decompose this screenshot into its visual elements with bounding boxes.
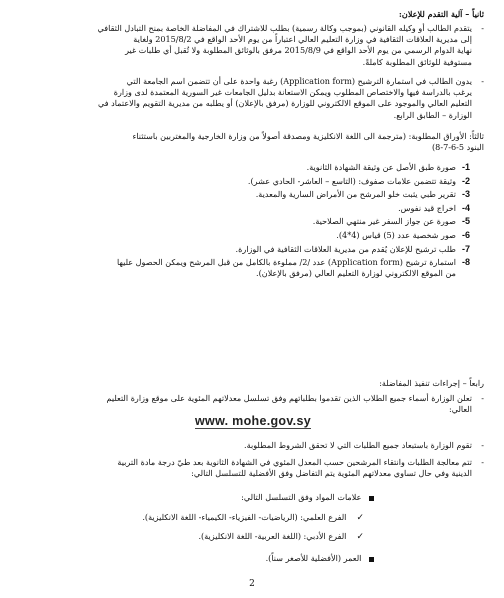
item-number: 4-	[461, 202, 470, 213]
item-number: 3-	[461, 189, 470, 200]
text-line: مستوفية للوثائق المطلوبة كاملةً.	[362, 56, 472, 67]
bullet-dot-icon: -	[481, 458, 484, 467]
list-item	[22, 244, 470, 255]
text-line: التعليم العالي والموجود على الموقع الالكتروني للوزارة (مرفق بالإعلان) أو يطلبه من مديرية التقويم والاعتماد في	[97, 98, 472, 109]
item-text: وثيقة تتضمن علامات صفوف: (التاسع – العاشر- الحادي عشر).	[247, 175, 456, 186]
section-heading: ثانياً – آلية التقدم للإعلان:	[398, 9, 484, 19]
item-text: طلب ترشيح للإعلان يُقدم من مديرية العلاقات الثقافية في الوزارة.	[235, 243, 456, 254]
item-text: صور شخصية عدد (5) قياس (4*4).	[336, 229, 456, 240]
list-item	[22, 230, 470, 241]
item-text: صورة طبق الأصل عن وثيقة الشهادة الثانوية.	[306, 162, 456, 172]
page-number: 2	[249, 579, 255, 589]
list-item	[22, 162, 470, 173]
text-line: ثالثاً: الأوراق المطلوبة: (مترجمة الى اللغة الانكليزية ومصدقة أصولاً من وزارة الخارجية والمغتربين باستثناء	[132, 131, 484, 141]
bullet-dot-icon: -	[481, 77, 484, 86]
bullet-dot-icon: -	[481, 394, 484, 403]
item-text: اخراج قيد نفوس.	[398, 202, 456, 213]
item-text: استمارة ترشيح (Application form) عدد /2/ مملوءة بالكامل من قبل المرشح ويمكن الحصول عليها	[116, 257, 456, 268]
text-line: تعلن الوزارة أسماء جميع الطلاب الذين تقدموا بطلباتهم وفق تسلسل معدلاتهم المئوية على موقع وزارة التعليم	[106, 393, 472, 403]
bullet-dot-icon: -	[481, 441, 484, 450]
item-number: 1-	[461, 162, 470, 172]
section-3-heading	[22, 131, 484, 153]
square-bullet-icon	[369, 557, 374, 562]
text-line: البنود 5-6-7-8)	[431, 142, 484, 153]
list-item	[22, 176, 470, 187]
text-line: يرغب بالدراسة فيها والاختصاص المطلوب ويمكن الاستعانة بدليل الجامعات غير السورية المعتمدة لدى وزارة	[113, 87, 472, 98]
item-number: 2-	[461, 175, 470, 186]
text-line: الدينية وفي حال تساوي معدلاتهم المئوية يتم التفاضل وفق الأفضلية للتسلسل التالي:	[191, 468, 472, 479]
text-line: إلى مديرية العلاقات الثقافية في وزارة التعليم العالي اعتباراً من يوم الأحد الواقع في 2015/8/2 ولغاية	[133, 34, 472, 45]
criteria-heading-text: علامات المواد وفق التسلسل التالي:	[241, 492, 362, 502]
criteria-heading	[22, 492, 374, 503]
list-item	[22, 257, 470, 279]
criteria-text: الفرع العلمي: (الرياضيات- الفيزياء- الكيمياء- اللغة الانكليزية).	[142, 512, 347, 522]
ministry-website-link[interactable]	[22, 416, 484, 427]
processing-paragraph	[22, 457, 484, 479]
section-2-heading	[22, 9, 484, 20]
item-number: 6-	[461, 229, 470, 240]
section-heading: رابعاً – إجراءات تنفيذ المفاضلة:	[379, 378, 484, 388]
item-number: 7-	[461, 243, 470, 254]
item-text: صورة عن جواز السفر غير منتهي الصلاحية.	[312, 216, 456, 227]
text-line: نهاية الدوام الرسمي من يوم الأحد الواقع في 2015/8/9 مرفق بالوثائق المطلوبة ولا تُقبل أي طلبات غير	[125, 45, 472, 56]
exclusion-paragraph	[22, 440, 484, 451]
item-text: تقرير طبي يثبت خلو المرشح من الأمراض السارية والمعدية.	[255, 189, 456, 200]
criteria-text: العمر (الأفضلية للأصغر سناً).	[265, 553, 362, 563]
criteria-literature	[22, 531, 364, 543]
text-line: الوزارة – الطابق الرابع.	[393, 109, 472, 120]
text-line: تقوم الوزارة باستبعاد جميع الطلبات التي لا تحقق الشروط المطلوبة.	[244, 440, 472, 450]
announcement-paragraph	[22, 393, 484, 415]
square-bullet-icon	[369, 496, 374, 501]
item-number: 8-	[461, 257, 470, 268]
text-line: العالي:	[448, 404, 472, 415]
application-form-paragraph	[22, 76, 484, 121]
item-text: من الموقع الالكتروني لوزارة التعليم العالي (مرفق بالإعلان).	[256, 268, 456, 279]
website-url[interactable]: www. mohe.gov.sy	[195, 414, 311, 428]
text-line: يتقدم الطالب أو وكيله القانوني (بموجب وكالة رسمية) بطلب للاشتراك في المفاضلة الخاصة بمنح التبادل الثقافي	[97, 23, 472, 33]
item-number: 5-	[461, 216, 470, 227]
checkmark-icon: ✓	[356, 513, 364, 523]
list-item	[22, 189, 470, 200]
text-line: يدون الطالب في استمارة الترشيح (Application form) رغبة واحدة على أن تتضمن اسم الجامعة التي	[126, 76, 472, 86]
bullet-dot-icon: -	[481, 24, 484, 33]
criteria-science	[22, 512, 364, 524]
text-line: تتم معالجة الطلبات وانتقاء المرشحين حسب المعدل المئوي في الشهادة الثانوية بعد طيّ درجة مادة التربية	[117, 457, 472, 467]
criteria-age	[22, 553, 374, 564]
list-item	[22, 216, 470, 227]
section-4-heading	[22, 378, 484, 389]
checkmark-icon: ✓	[356, 532, 364, 542]
required-documents-list	[22, 162, 470, 282]
submission-paragraph	[22, 23, 484, 68]
criteria-text: الفرع الأدبي: (اللغة العربية- اللغة الانكليزية).	[198, 531, 347, 541]
list-item	[22, 203, 470, 214]
